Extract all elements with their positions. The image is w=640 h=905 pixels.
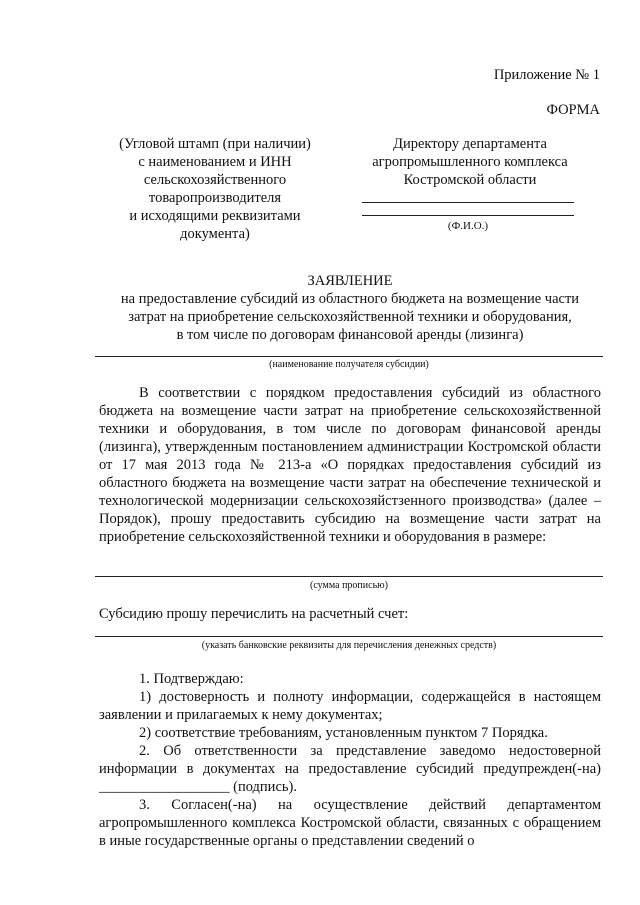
title-line: затрат на приобретение сельскохозяйственной техники и оборудования,: [128, 309, 572, 325]
stamp-line: сельскохозяйственного: [143, 172, 287, 188]
bank-details-line: [95, 636, 603, 637]
amount-line: [95, 576, 603, 577]
document-title: [80, 272, 620, 344]
addressee-blank-line-2: [362, 215, 574, 216]
title-line: на предоставление субсидий из областного бюджета на возмещение части: [120, 291, 580, 307]
title-heading: ЗАЯВЛЕНИЕ: [307, 273, 393, 289]
confirm-item-2: 2) соответствие требованиям, установленным пунктом 7 Порядка.: [139, 725, 548, 741]
recipient-name-line: [95, 356, 603, 357]
stamp-line: товаропроизводителя: [148, 190, 282, 206]
addressee-blank-line-1: [362, 202, 574, 203]
addressee-line: Костромской области: [403, 172, 537, 188]
appendix-label: Приложение № 1: [493, 67, 600, 83]
confirm-item-1: 1) достоверность и полноту информации, содержащейся в настоящем заявлении и прилагаемых к нему документах;: [99, 689, 601, 723]
account-request: Субсидию прошу перечислить на расчетный счет:: [99, 606, 409, 622]
consent-paragraph: 3. Согласен(-на) на осуществление действий департаментом агропромышленного комплекса Костромской области, связанных с обращением в иные государственные органы о представлении сведений о: [99, 797, 601, 849]
warning-text: 2. Об ответственности за представление заведомо недостоверной информации в документах на предоставление субсидий предупрежден(-на): [99, 743, 601, 777]
amount-caption: (сумма прописью): [310, 580, 388, 591]
form-label: ФОРМА: [546, 102, 600, 118]
stamp-line: с наименованием и ИНН: [138, 154, 292, 170]
confirm-head: 1. Подтверждаю:: [139, 671, 244, 687]
signature-blank: __________________: [99, 779, 230, 795]
corner-stamp-block: [100, 135, 330, 243]
bank-caption: (указать банковские реквизиты для перечисления денежных средств): [201, 640, 497, 651]
stamp-line: документа): [180, 226, 250, 242]
warning-paragraph: [99, 742, 601, 796]
main-paragraph: В соответствии с порядком предоставления субсидий из областного бюджета на возмещение части затрат на приобретение сельскохозяйственной техники и оборудования, в том числе по договорам финансовой аренды (лизинга), утвержденным постановлением администрации Костромской области от 17 мая 2013 года № 213-а «О порядках предоставления субсидий из областного бюджета на возмещение части затрат на обеспечение технической и технологической модернизации сельскохозяйстзенного производства» (далее – Порядок), прошу предоставить субсидию на возмещение части затрат на приобретение сельскохозяйственной техники и оборудования в размере:: [99, 385, 601, 545]
addressee-line: агропромышленного комплекса: [372, 154, 568, 170]
addressee-block: [350, 135, 590, 189]
stamp-line: (Угловой штамп (при наличии): [119, 136, 311, 152]
fio-caption: (Ф.И.О.): [447, 220, 489, 232]
signature-label: (подпись).: [229, 779, 297, 795]
addressee-line: Директору департамента: [393, 136, 547, 152]
recipient-caption: (наименование получателя субсидии): [269, 359, 429, 370]
main-paragraph-block: [99, 384, 601, 546]
stamp-line: и исходящими реквизитами: [129, 208, 301, 224]
title-line: в том числе по договорам финансовой аренды (лизинга): [176, 327, 524, 343]
confirm-block: [99, 670, 601, 850]
